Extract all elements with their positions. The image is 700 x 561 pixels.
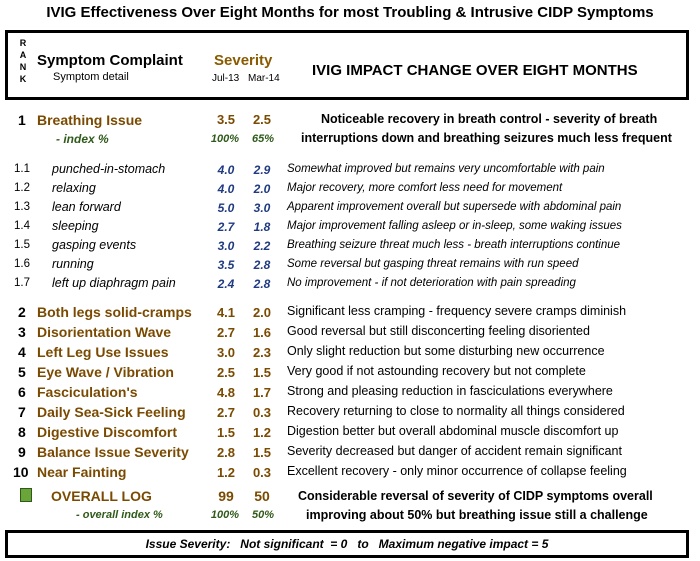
breathing-index-label: - index % [56, 132, 109, 146]
main-value-2: 1.6 [252, 325, 272, 340]
main-name: Near Fainting [37, 464, 127, 480]
overall-index-2: 50% [251, 509, 275, 521]
sub-value-2: 2.2 [253, 239, 271, 253]
main-name: Left Leg Use Issues [37, 344, 169, 360]
sub-name: lean forward [52, 200, 121, 214]
sub-rank: 1.7 [14, 277, 30, 289]
main-desc: Strong and pleasing reduction in fasciculations everywhere [287, 384, 613, 398]
breathing-desc-line2: interruptions down and breathing seizures much less frequent [301, 131, 672, 145]
main-value-1: 4.8 [216, 385, 236, 400]
sub-desc: No improvement - if not deterioration with pain spreading [287, 277, 576, 289]
main-name: Disorientation Wave [37, 324, 172, 340]
main-rank: 10 [13, 464, 29, 480]
sub-desc: Apparent improvement overall but supersede with abdominal pain [287, 201, 622, 213]
main-value-2: 0.3 [252, 405, 272, 420]
sub-rank: 1.4 [14, 220, 30, 232]
breathing-value-2: 2.5 [252, 112, 272, 127]
sub-rank: 1.1 [14, 163, 30, 175]
sub-rank: 1.5 [14, 239, 30, 251]
main-rank: 7 [18, 404, 26, 420]
sub-desc: Breathing seizure threat much less - breath interruptions continue [287, 239, 621, 251]
sub-desc: Some reversal but gasping threat remains with run speed [287, 258, 579, 270]
sub-name: running [52, 257, 94, 271]
main-value-1: 1.2 [216, 465, 236, 480]
severity-header: Severity [214, 52, 273, 69]
overall-desc-line1: Considerable reversal of severity of CIDP symptoms overall [298, 489, 653, 503]
main-rank: 5 [18, 364, 26, 380]
main-rank: 4 [18, 344, 26, 360]
main-rank: 8 [18, 424, 26, 440]
sub-name: sleeping [52, 219, 99, 233]
main-rank: 6 [18, 384, 26, 400]
main-value-1: 4.1 [216, 305, 236, 320]
main-desc: Digestion better but overall abdominal muscle discomfort up [287, 424, 619, 438]
overall-index-label: - overall index % [76, 509, 163, 521]
sub-rank: 1.2 [14, 182, 30, 194]
breathing-index-2: 65% [251, 133, 275, 145]
breathing-rank: 1 [18, 112, 26, 128]
rank-letter: A [19, 50, 27, 60]
sub-rank: 1.3 [14, 201, 30, 213]
main-value-1: 2.7 [216, 325, 236, 340]
symptom-detail-header: Symptom detail [53, 71, 129, 83]
main-value-2: 1.7 [252, 385, 272, 400]
sub-desc: Somewhat improved but remains very uncomfortable with pain [287, 163, 605, 175]
sub-name: gasping events [52, 238, 137, 252]
main-desc: Good reversal but still disconcerting feeling disoriented [287, 324, 590, 338]
main-name: Digestive Discomfort [37, 424, 178, 440]
symptom-complaint-header: Symptom Complaint [37, 52, 183, 69]
breathing-desc-line1: Noticeable recovery in breath control - severity of breath [321, 112, 658, 126]
main-rank: 3 [18, 324, 26, 340]
main-value-2: 1.2 [252, 425, 272, 440]
main-rank: 2 [18, 304, 26, 320]
sub-value-1: 3.0 [217, 239, 235, 253]
sub-value-2: 2.8 [253, 277, 271, 291]
sub-value-1: 5.0 [217, 201, 235, 215]
sub-value-2: 3.0 [253, 201, 271, 215]
main-value-1: 2.5 [216, 365, 236, 380]
sub-name: left up diaphragm pain [52, 276, 176, 290]
main-name: Fasciculation's [37, 384, 138, 400]
sub-value-2: 2.9 [253, 163, 271, 177]
main-value-1: 1.5 [216, 425, 236, 440]
rank-letter: K [19, 74, 27, 84]
main-name: Eye Wave / Vibration [37, 364, 174, 380]
severity-scale-note: Issue Severity: Not significant = 0 to Maximum negative impact = 5 [145, 537, 549, 551]
sub-name: punched-in-stomach [52, 162, 166, 176]
main-value-2: 0.3 [252, 465, 272, 480]
main-name: Both legs solid-cramps [37, 304, 192, 320]
sub-desc: Major recovery, more comfort less need for movement [287, 182, 563, 194]
overall-value-1: 99 [218, 488, 234, 504]
breathing-value-1: 3.5 [216, 112, 236, 127]
main-rank: 9 [18, 444, 26, 460]
main-value-2: 1.5 [252, 445, 272, 460]
main-value-1: 2.7 [216, 405, 236, 420]
sub-value-1: 3.5 [217, 258, 235, 272]
main-desc: Excellent recovery - only minor occurrence of collapse feeling [287, 464, 627, 478]
main-value-1: 3.0 [216, 345, 236, 360]
overall-name: OVERALL LOG [51, 488, 152, 504]
breathing-index-1: 100% [210, 133, 240, 145]
main-name: Balance Issue Severity [37, 444, 189, 460]
page-title: IVIG Effectiveness Over Eight Months for most Troubling & Intrusive CIDP Symptoms [46, 4, 654, 21]
sub-value-2: 1.8 [253, 220, 271, 234]
main-value-2: 2.0 [252, 305, 272, 320]
date-col-2: Mar-14 [248, 73, 280, 84]
main-desc: Recovery returning to close to normality all things considered [287, 404, 625, 418]
sub-value-1: 4.0 [217, 163, 235, 177]
sub-name: relaxing [52, 181, 96, 195]
rank-letter: R [19, 38, 27, 48]
main-value-2: 1.5 [252, 365, 272, 380]
sub-value-1: 2.7 [217, 220, 235, 234]
main-desc: Significant less cramping - frequency severe cramps diminish [287, 304, 627, 318]
sub-value-2: 2.0 [253, 182, 271, 196]
main-desc: Severity decreased but danger of accident remain significant [287, 444, 622, 458]
sub-rank: 1.6 [14, 258, 30, 270]
main-name: Daily Sea-Sick Feeling [37, 404, 186, 420]
overall-index-1: 100% [210, 509, 240, 521]
overall-desc-line2: improving about 50% but breathing issue still a challenge [306, 508, 648, 522]
overall-value-2: 50 [254, 488, 270, 504]
impact-header: IVIG IMPACT CHANGE OVER EIGHT MONTHS [312, 62, 638, 79]
main-value-2: 2.3 [252, 345, 272, 360]
sub-value-1: 4.0 [217, 182, 235, 196]
rank-letter: N [19, 62, 27, 72]
log-icon [20, 488, 32, 502]
sub-value-2: 2.8 [253, 258, 271, 272]
date-col-1: Jul-13 [212, 73, 240, 84]
sub-desc: Major improvement falling asleep or in-sleep, some waking issues [287, 220, 622, 232]
sub-value-1: 2.4 [217, 277, 235, 291]
main-desc: Very good if not astounding recovery but not complete [287, 364, 586, 378]
main-value-1: 2.8 [216, 445, 236, 460]
breathing-name: Breathing Issue [37, 112, 143, 128]
main-desc: Only slight reduction but some disturbing new occurrence [287, 344, 605, 358]
